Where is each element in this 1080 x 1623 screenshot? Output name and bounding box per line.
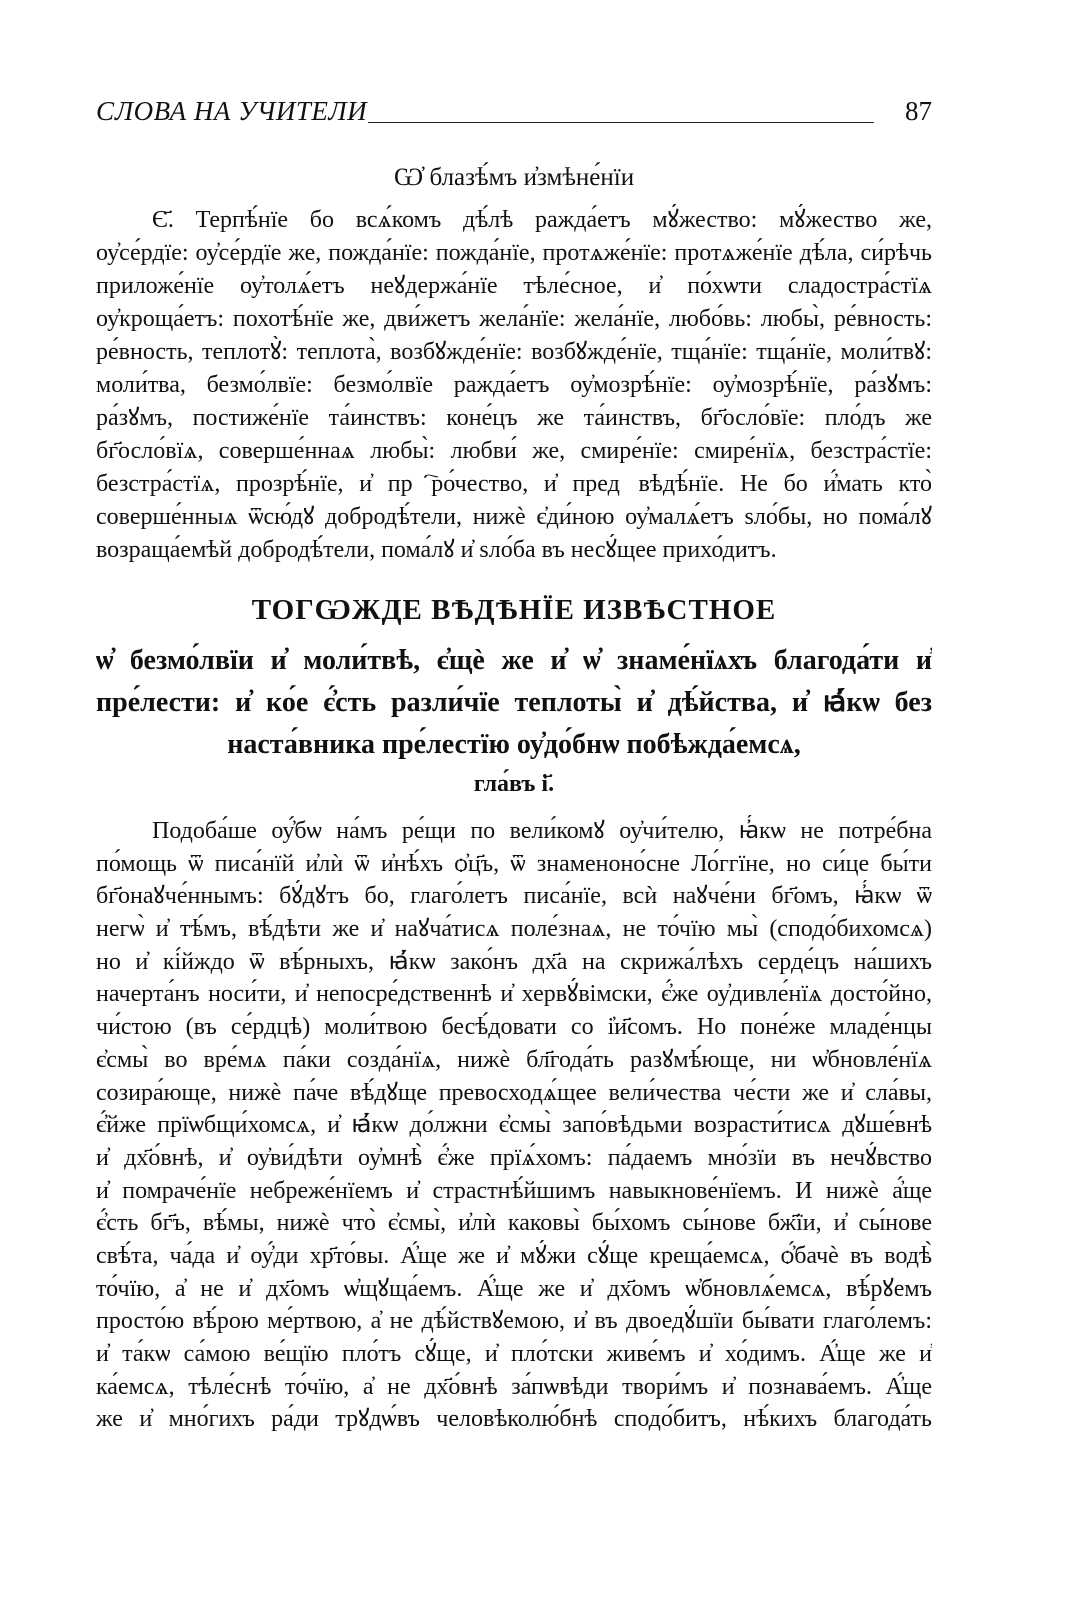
running-title: СЛОВА НА УЧИТЕЛИ: [96, 96, 368, 126]
text-line: же и҆ мно́гихъ ра́ди трꙋдѡ́въ человѣколю́бнѣ сподо́битъ, нѣ́кихъ благода́ть: [96, 1406, 932, 1433]
text-line: то́чїю, а҆ не и҆ дх҃омъ ѡ҆щꙋща́емъ. А҆́ще же и҆ дх҃омъ ѡ҆бновлѧ́емсѧ, вѣ́рꙋемъ: [96, 1275, 932, 1302]
paragraph-1: [96, 204, 932, 567]
text-line: и҆ дх҃о́внѣ, и҆ оу҆ви́дѣти оу҆мнѣ̀ є҆́же прїѧ́хомъ: па́даемъ мно́зїи въ нечꙋ́вство: [96, 1144, 932, 1171]
subtitle-line: ѡ҆ безмо́лвїи и҆ моли́твѣ, є҆щѐ же и҆ ѡ҆ знаме́нїѧхъ благода́ти и҆: [96, 645, 932, 676]
text-line: є҆смы̀ во вре́мѧ па́ки созда́нїѧ, нижѐ бл҃года́ть разꙋмѣ́юще, ни ѡ҆бновле́нїѧ: [96, 1046, 932, 1073]
running-header: [96, 96, 932, 132]
text-line: негѡ̀ и҆ тѣ́мъ, вѣ́дѣти же и҆ наꙋча́тисѧ поле́знаѧ, не то́чїю мы̀ (сподо́бихомсѧ): [96, 916, 932, 943]
paragraph-2: [96, 815, 932, 1436]
header-rule: [368, 122, 874, 123]
page-number: 87: [905, 96, 932, 126]
chapter-heading: ТОГѠЖДЕ ВѢДѢНЇЕ ИЗВѢСТНОЕ: [251, 594, 777, 626]
text-line: безстра́стїѧ, прозрѣ́нїе, и҆ прⷪ҇ро́чество, и҆ предꙋвѣдѣ́нїе. Не бо и҆́мать кто̀: [96, 471, 932, 497]
text-line: Подоба́ше оу҆́бѡ на́мъ ре́щи по вели́комꙋ оу҆чи́телю, ꙗ҆́кѡ не потре́бна: [152, 818, 932, 844]
text-line: оу҆кроща́етъ: похотѣ́нїе же, дви́жетъ жела́нїе: жела́нїе, любо́вь: любы̀, ре́вность:: [96, 306, 932, 332]
text-line: оу҆се́рдїе: оу҆се́рдїе же, пожда́нїе: пожда́нїе, протѧже́нїе: протѧже́нїе дѣ́ла, си́рѣчь: [96, 240, 932, 266]
text-line: начерта́нъ носи́ти, и҆ непосре́дственнѣ и҆ хервꙋ́вімски, є҆́же оу҆дивле́нїѧ досто́йно,: [96, 981, 932, 1008]
text-line: ка́емсѧ, тѣле́снѣ то́чїю, а҆ не дх҃о́внѣ за́пѡвѣди твори́мъ и҆ познава́емъ. А҆́ще: [96, 1373, 932, 1400]
text-line: бг҃осло́вїѧ, соверше́ннаѧ любы̀: любви́ же, смире́нїе: смире́нїѧ, безстра́стїе:: [96, 438, 932, 464]
text-line: є҆́сть бг҃ъ, вѣ́мы, нижѐ что̀ є҆смы̀, и҆лѝ каковы̀ бы́хомъ сы́нове бж҃їи, и҆ сы́нове: [96, 1210, 932, 1237]
chapter-count: гла́въ і҃.: [473, 771, 555, 797]
text-line: созира́юще, нижѐ па́че вѣ́дꙋще превосходѧ́щее вели́чества че́сти же и҆ сла́вы,: [96, 1079, 932, 1106]
subtitle-line: наста́вника пре́лестїю оу҆до́бнѡ побѣжда́емсѧ,: [227, 729, 801, 760]
text-line: чи́стою (въ се́рдцѣ) моли́твою бесѣ́довати со і҆и҃сомъ. Но поне́же младе́нцы: [96, 1014, 932, 1041]
text-line: но и҆ кі́йждо ѿ вѣ́рныхъ, ꙗ҆́кѡ зако́нъ дх҃а на скрижа́лѣхъ серде́цъ на́шихъ: [96, 948, 932, 975]
text-line: є҆́йже прїѡбщи́хомсѧ, и҆ ꙗ҆́кѡ до́лжни є҆смы̀ запо́вѣдьми возрасти́тисѧ дꙋше́внѣ: [96, 1112, 932, 1139]
text-line: и҆ помраче́нїе небреже́нїемъ и҆ страстнѣ́йшимъ навыкнове́нїемъ. И нижѐ а҆́ще: [96, 1177, 932, 1204]
section-title: Ѡ҆ блазѣ́мъ и҆змѣне́нїи: [393, 164, 635, 191]
text-line: ра́зꙋмъ, постиже́нїе та́инствъ: коне́цъ же та́инствъ, бг҃осло́вїе: пло́дъ же: [96, 405, 932, 431]
text-line: соверше́нныѧ ѿсю́дꙋ добродѣ́тели, нижѐ є҆ди́ною оу҆малѧ́етъ ѕло́бы, но пома́лꙋ: [96, 504, 932, 530]
text-line: ре́вность, теплотꙋ̀: теплота̀, возбꙋжде́нїе: возбꙋжде́нїе, тща́нїе: тща́нїе, моли́твꙋ:: [96, 339, 932, 365]
text-line: Є҃. Терпѣ́нїе бо всѧ́комъ дѣ́лѣ ражда́етъ мꙋ́жество: мꙋ́жество же,: [152, 207, 932, 233]
subtitle-line: пре́лести: и҆ ко́е є҆́сть разли́чїе теплоты̀ и҆ дѣ́йства, и҆ ꙗ҆́кѡ без: [96, 687, 932, 718]
text-line: и҆ та́кѡ са́мою ве́щїю пло́тъ сꙋ́ще, и҆ пло́тски живе́мъ и҆ хо́димъ. А҆́ще же и҆: [96, 1341, 932, 1367]
text-line: моли́тва, безмо́лвїе: безмо́лвїе ражда́етъ оу҆мозрѣ́нїе: оу҆мозрѣ́нїе, ра́зꙋмъ:: [96, 372, 932, 398]
text-line: свѣ́та, ча́да и҆ оу҆́ди хр҃то́вы. А҆́ще же и҆ мꙋ́жи сꙋ́ще креща́емсѧ, ѻ҆́бачѐ въ водѣ̀: [96, 1242, 932, 1269]
text-line: просто́ю вѣ́рою ме́ртвою, а҆ не дѣ́йствꙋемою, и҆ въ двоедꙋ́шїи бы́вати глаго́лемъ:: [96, 1308, 932, 1335]
chapter-subtitle: [96, 640, 932, 802]
text-line: по́мощь ѿ писа́нїй и҆лѝ ѿ и҆нѣ́хъ ѻ҆ц҃ъ, ѿ знаменоно́сне Ло́ггїне, но си́це бы́ти: [96, 850, 932, 877]
text-line: возраща́емѣй добродѣ́тели, пома́лꙋ и҆ ѕло́ба въ несꙋ́щее прихо́дитъ.: [96, 537, 777, 563]
text-line: бг҃онаꙋче́ннымъ: бꙋ́дꙋтъ бо, глаго́летъ писа́нїе, всѝ наꙋче́ни бг҃омъ, ꙗ҆́кѡ ѿ: [96, 883, 932, 910]
text-line: приложе́нїе оу҆толѧ́етъ неꙋдержа́нїе тѣле́сное, и҆ по́хѡти сладостра́стїѧ: [96, 273, 932, 299]
